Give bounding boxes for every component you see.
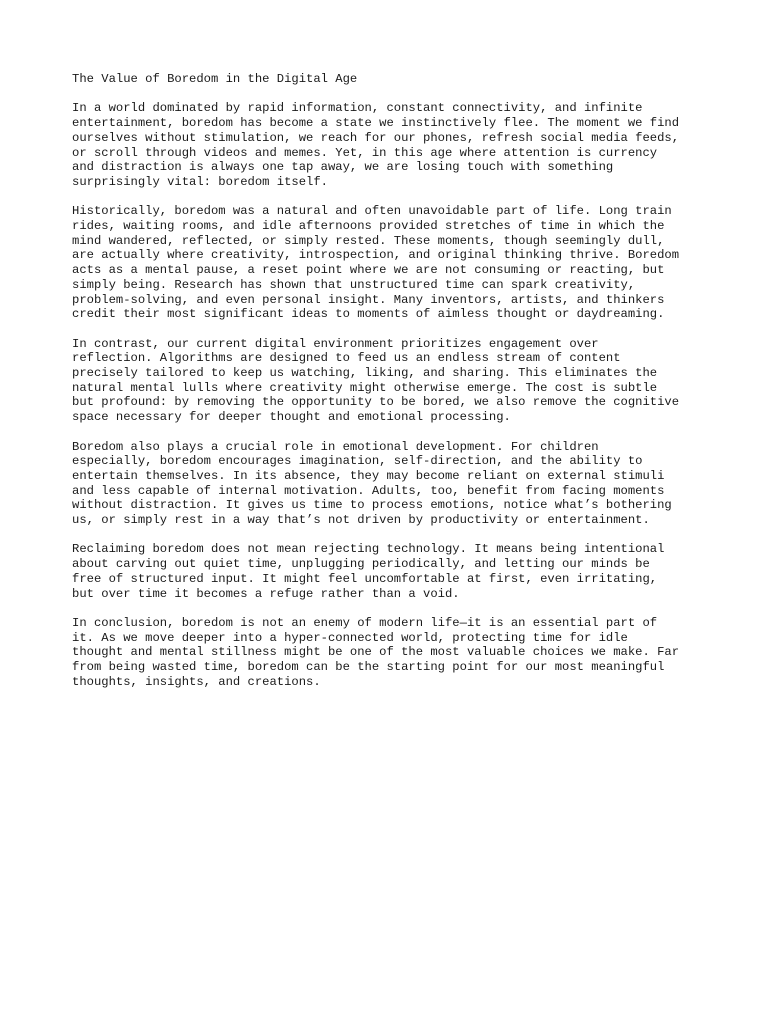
paragraph-line: rides, waiting rooms, and idle afternoons provided stretches of time in which the bbox=[72, 219, 665, 233]
paragraph-line: free of structured input. It might feel uncomfortable at first, even irritating, bbox=[72, 571, 658, 586]
paragraph-line: without distraction. It gives us time to process emotions, notice what’s bothering bbox=[72, 498, 672, 513]
paragraph-line: mind wandered, reflected, or simply rested. These moments, though seemingly dull, bbox=[72, 233, 665, 248]
paragraph bbox=[72, 337, 712, 425]
paragraph bbox=[72, 101, 712, 189]
paragraph bbox=[72, 440, 712, 528]
paragraph-line: acts as a mental pause, a reset point where we are not consuming or reacting, but bbox=[72, 263, 665, 278]
paragraph-line: natural mental lulls where creativity might otherwise emerge. The cost is subtle bbox=[72, 380, 658, 395]
paragraph-line: about carving out quiet time, unplugging periodically, and letting our minds be bbox=[72, 557, 650, 572]
document-title: The Value of Boredom in the Digital Age bbox=[72, 72, 358, 86]
paragraph bbox=[72, 542, 712, 601]
paragraph bbox=[72, 616, 712, 690]
paragraph-line: thoughts, insights, and creations. bbox=[72, 674, 321, 689]
paragraph-line: and distraction is always one tap away, we are losing touch with something bbox=[72, 160, 614, 175]
paragraph-line: problem-solving, and even personal insight. Many inventors, artists, and thinkers bbox=[72, 292, 665, 307]
paragraph-line: thought and mental stillness might be one of the most valuable choices we make. Far bbox=[72, 645, 680, 660]
paragraph-line: it. As we move deeper into a hyper-connected world, protecting time for idle bbox=[72, 630, 628, 645]
paragraph-line: or scroll through videos and memes. Yet, in this age where attention is currency bbox=[72, 145, 658, 160]
paragraph-line: are actually where creativity, introspection, and original thinking thrive. Boredom bbox=[72, 248, 680, 263]
paragraph-line: credit their most significant ideas to moments of aimless thought or daydreaming. bbox=[72, 307, 665, 322]
paragraph-line: reflection. Algorithms are designed to feed us an endless stream of content bbox=[72, 351, 621, 366]
paragraph-line: simply being. Research has shown that unstructured time can spark creativity, bbox=[72, 277, 636, 292]
paragraph-line: and less capable of internal motivation. Adults, too, benefit from facing moments bbox=[72, 483, 665, 498]
paragraph-line: us, or simply rest in a way that’s not driven by productivity or entertainment. bbox=[72, 513, 650, 528]
paragraph-line: space necessary for deeper thought and emotional processing. bbox=[72, 410, 511, 425]
paragraph-line: but over time it becomes a refuge rather than a void. bbox=[72, 586, 460, 601]
paragraph-line: Boredom also plays a crucial role in emotional development. For children bbox=[72, 439, 599, 454]
paragraph-line: In a world dominated by rapid information, constant connectivity, and infinite bbox=[72, 101, 643, 116]
paragraph-line: from being wasted time, boredom can be the starting point for our most meaningful bbox=[72, 660, 665, 675]
paragraph-line: ourselves without stimulation, we reach for our phones, refresh social media feeds, bbox=[72, 130, 680, 145]
document-page bbox=[72, 72, 712, 704]
paragraph-line: especially, boredom encourages imagination, self-direction, and the ability to bbox=[72, 454, 643, 469]
paragraph bbox=[72, 204, 712, 322]
paragraph-line: In contrast, our current digital environment prioritizes engagement over bbox=[72, 336, 599, 351]
paragraph-line: Reclaiming boredom does not mean rejecting technology. It means being intentional bbox=[72, 542, 665, 557]
document-body bbox=[72, 101, 712, 689]
paragraph-line: precisely tailored to keep us watching, liking, and sharing. This eliminates the bbox=[72, 366, 658, 381]
paragraph-line: entertainment, boredom has become a state we instinctively flee. The moment we find bbox=[72, 116, 680, 131]
paragraph-line: surprisingly vital: boredom itself. bbox=[72, 174, 328, 189]
paragraph-line: but profound: by removing the opportunity to be bored, we also remove the cognitive bbox=[72, 395, 680, 410]
paragraph-line: entertain themselves. In its absence, they may become reliant on external stimuli bbox=[72, 468, 665, 483]
paragraph-line: In conclusion, boredom is not an enemy of modern life—it is an essential part of bbox=[72, 615, 658, 630]
paragraph-line: Historically, boredom was a natural and often unavoidable part of life. Long train bbox=[72, 204, 672, 219]
